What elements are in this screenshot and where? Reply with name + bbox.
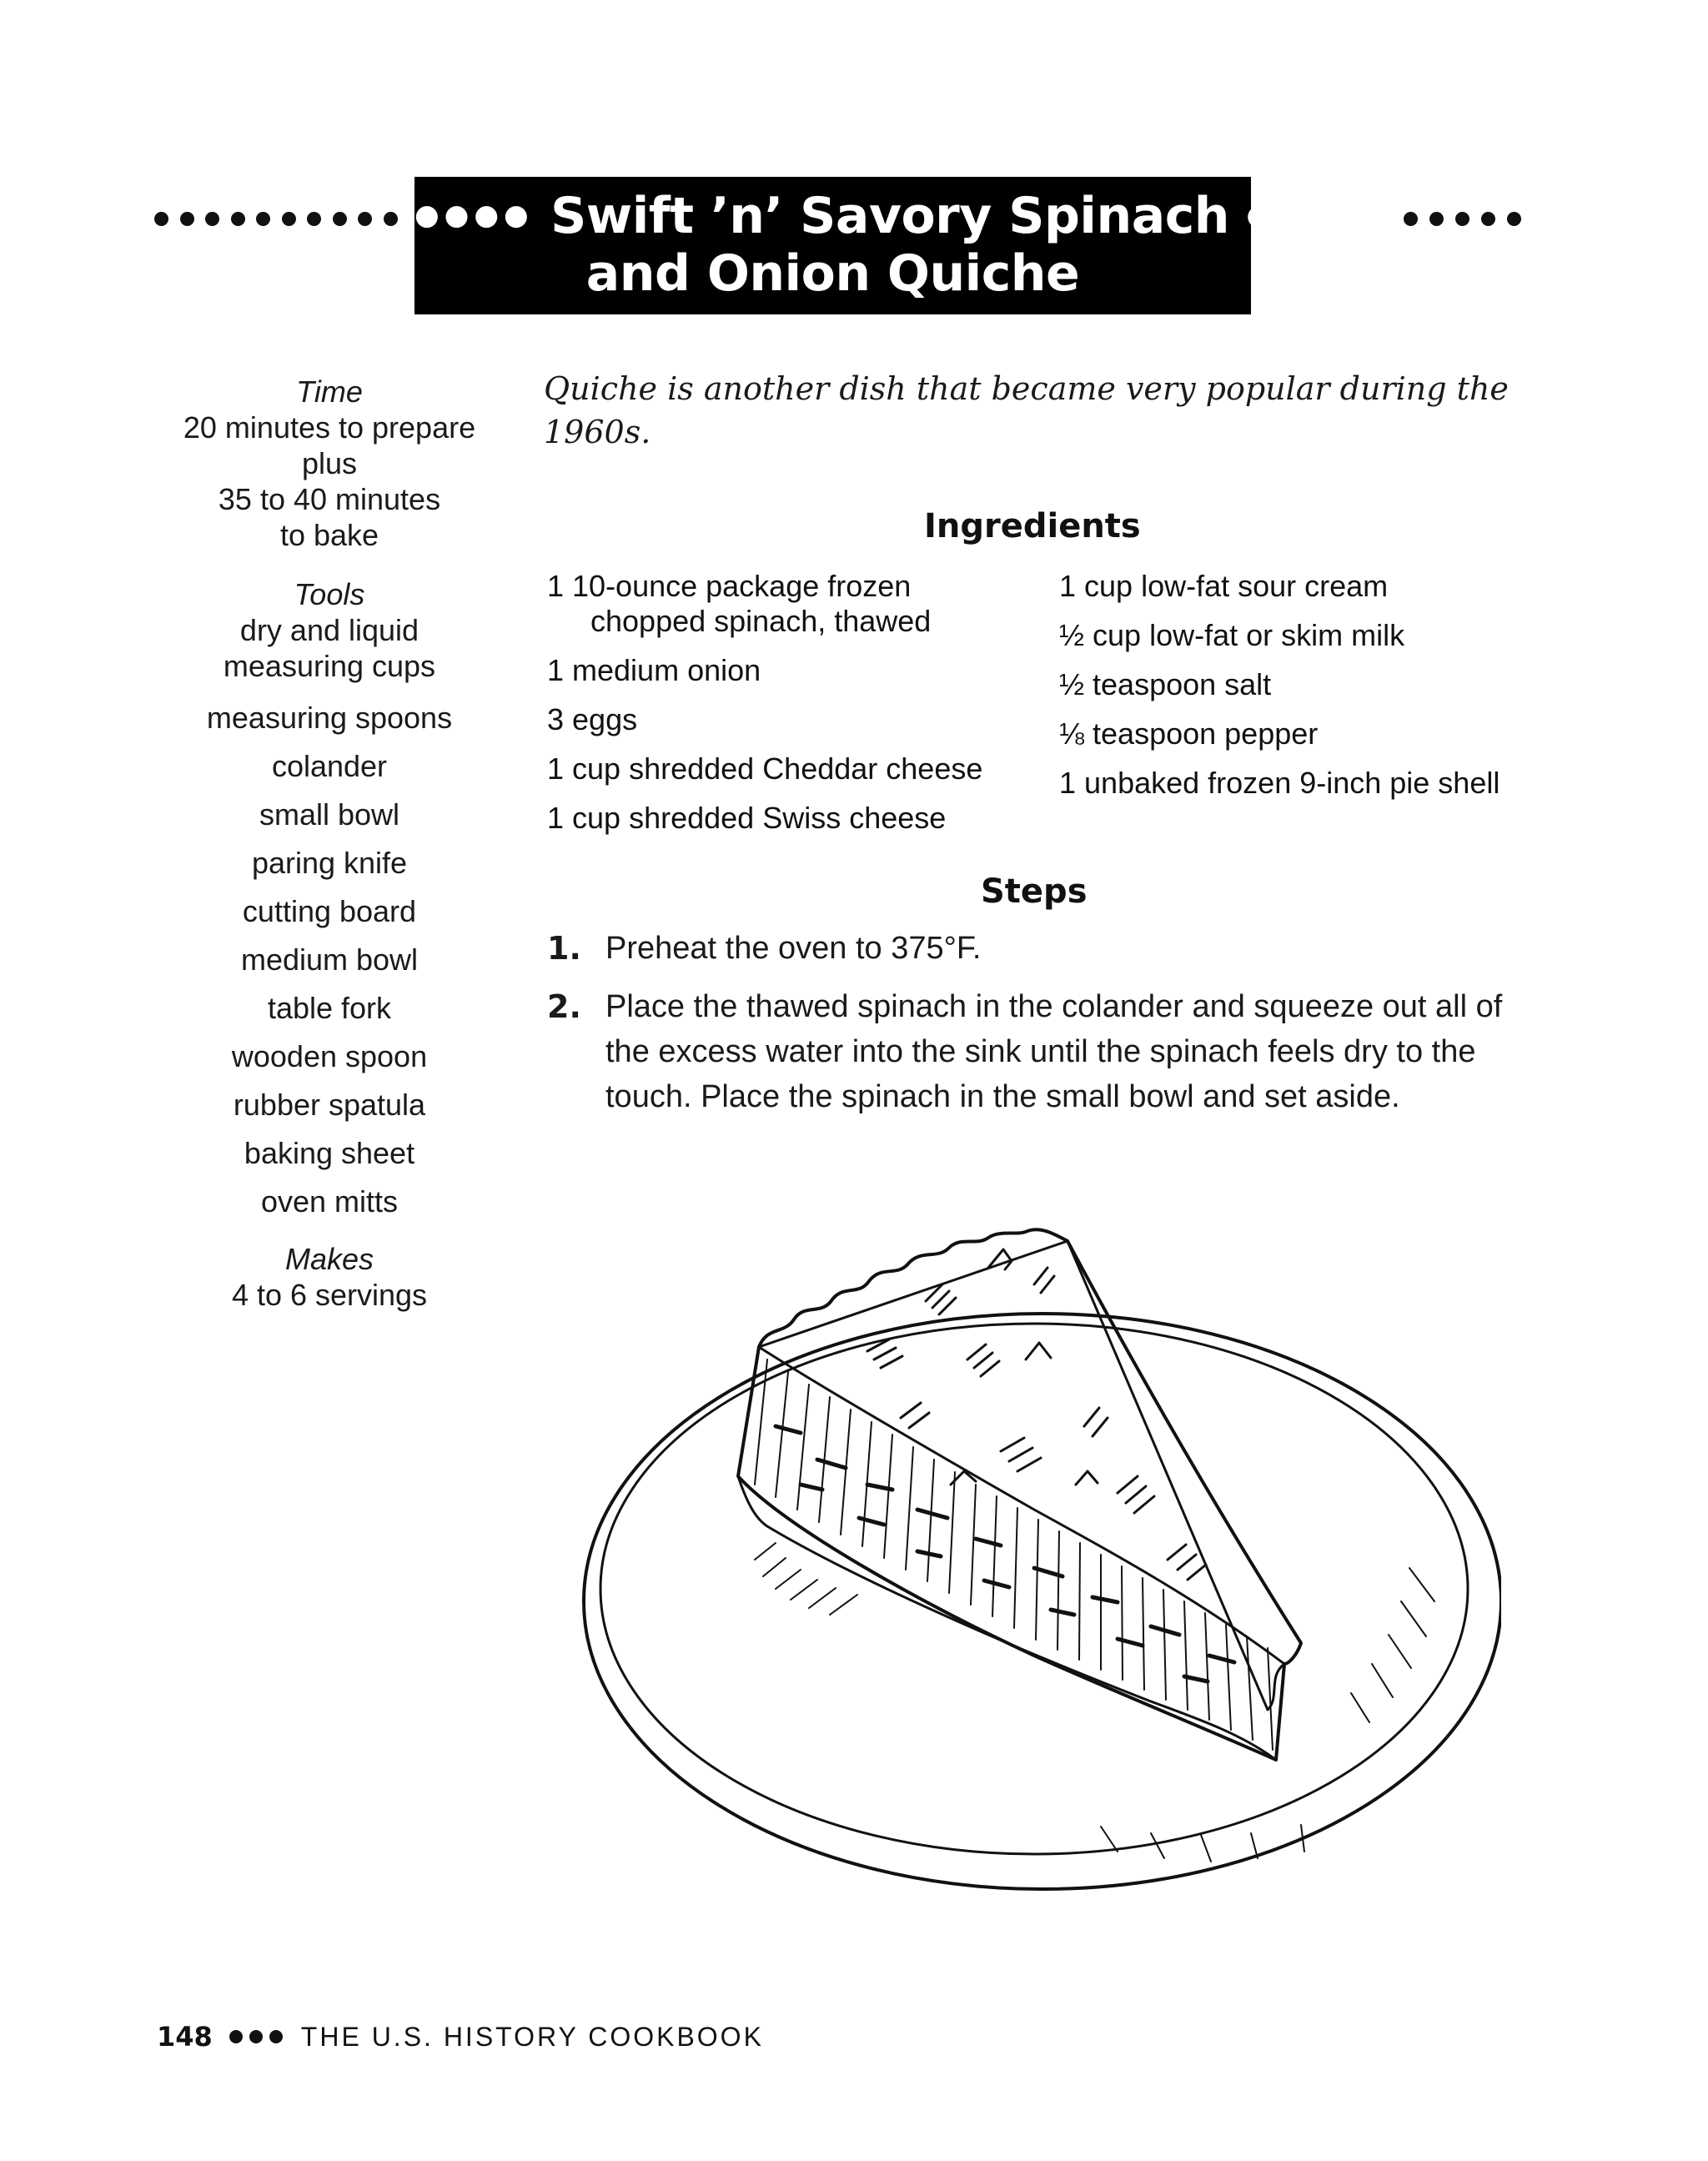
rule-dot: [154, 212, 168, 226]
tool-item: table fork: [267, 991, 392, 1025]
rule-dot: [307, 212, 321, 226]
rule-dot: [358, 212, 372, 226]
time-line: 35 to 40 minutes: [218, 482, 441, 516]
recipe-sidebar: [150, 374, 509, 1328]
makes-value: 4 to 6 servings: [231, 1278, 428, 1312]
title-dots-right: ●●●●: [1246, 199, 1366, 233]
tool-item: oven mitts: [260, 1184, 399, 1219]
rule-dot: [1455, 212, 1469, 226]
time-line: 20 minutes to prepare: [183, 410, 476, 445]
quiche-slice-on-plate-icon: [567, 1209, 1501, 1902]
plate-shadow-hatch: [755, 1543, 1434, 1862]
time-line: to bake: [279, 518, 379, 552]
tool-item: wooden spoon: [231, 1039, 428, 1073]
ingredient-item: 3 eggs: [547, 702, 638, 736]
ingredient-item: ⅛ teaspoon pepper: [1059, 716, 1319, 751]
dotted-rule-right: [1404, 212, 1522, 227]
rule-dot: [1481, 212, 1495, 226]
footer-dots: [229, 2030, 283, 2043]
tool-item: paring knife: [251, 846, 408, 880]
book-title: THE U.S. HISTORY COOKBOOK: [300, 2021, 764, 2052]
ingredient-item: 1 cup low-fat sour cream: [1059, 569, 1389, 603]
plate-outer-rim: [584, 1314, 1501, 1889]
rule-dot: [205, 212, 219, 226]
tool-item: colander: [271, 749, 388, 783]
ingredient-item: 1 10-ounce package frozen chopped spinach, thawed: [547, 569, 932, 638]
rule-dot: [1507, 212, 1521, 226]
tools-heading: Tools: [294, 577, 365, 611]
title-banner: [154, 177, 1522, 314]
tool-item: small bowl: [259, 797, 400, 832]
ingredients-right-column: [1059, 569, 1543, 815]
ingredients-left-column: [547, 569, 1014, 850]
ingredient-item: 1 cup shredded Swiss cheese: [547, 801, 947, 835]
time-line: plus: [301, 446, 358, 480]
step-text: Place the thawed spinach in the colander and squeeze out all of the excess water into the sink until the spinach feels dry to the touch. Place the spinach in the small bowl and set aside.: [605, 989, 1503, 1114]
steps-heading: Steps: [981, 872, 1088, 911]
step-text: Preheat the oven to 375°F.: [605, 931, 982, 966]
tool-item: measuring spoons: [206, 701, 453, 735]
ingredient-item: 1 medium onion: [547, 653, 761, 687]
time-heading: Time: [296, 374, 363, 409]
tool-item: rubber spatula: [233, 1088, 426, 1122]
tool-item: cutting board: [242, 894, 417, 928]
makes-heading: Makes: [284, 1242, 374, 1276]
ingredient-item: ½ cup low-fat or skim milk: [1059, 618, 1405, 652]
time-block: [150, 374, 509, 553]
tool-item: medium bowl: [240, 942, 419, 977]
step-number: 2.: [547, 988, 581, 1025]
recipe-intro: Quiche is another dish that became very popular during the 1960s.: [544, 370, 1509, 450]
rule-dot: [1404, 212, 1418, 226]
tool-item: dry and liquid measuring cups: [223, 613, 436, 683]
step-item: [547, 984, 1531, 1119]
page-footer: [157, 2021, 764, 2053]
title-line-2: and Onion Quiche: [585, 244, 1080, 304]
page-number: 148: [157, 2021, 213, 2053]
ingredient-item: 1 unbaked frozen 9-inch pie shell: [1059, 766, 1500, 800]
tools-block: [150, 576, 509, 1226]
makes-block: [150, 1241, 509, 1313]
recipe-title: [414, 177, 1366, 314]
title-dots-left: ●●●●: [414, 199, 534, 233]
crust-side-wall: [738, 1347, 1284, 1760]
rule-dot: [180, 212, 194, 226]
rule-dot: [231, 212, 245, 226]
step-item: [547, 926, 1531, 971]
tool-item: baking sheet: [244, 1136, 415, 1170]
ingredient-item: 1 cup shredded Cheddar cheese: [547, 751, 983, 786]
filling-marks-top: [867, 1249, 1206, 1580]
rule-dot: [282, 212, 296, 226]
ingredients-heading: Ingredients: [924, 507, 1141, 545]
steps-list: [547, 926, 1531, 1133]
crust-edge: [759, 1229, 1068, 1347]
step-number: 1.: [547, 930, 581, 967]
ingredient-item: ½ teaspoon salt: [1059, 667, 1272, 701]
rule-dot: [333, 212, 347, 226]
title-line-1: ●●●● Swift ’n’ Savory Spinach ●●●●: [414, 187, 1366, 245]
rule-dot: [256, 212, 270, 226]
plate-inner-rim: [600, 1324, 1468, 1854]
rule-dot: [1429, 212, 1444, 226]
rule-dot: [384, 212, 398, 226]
